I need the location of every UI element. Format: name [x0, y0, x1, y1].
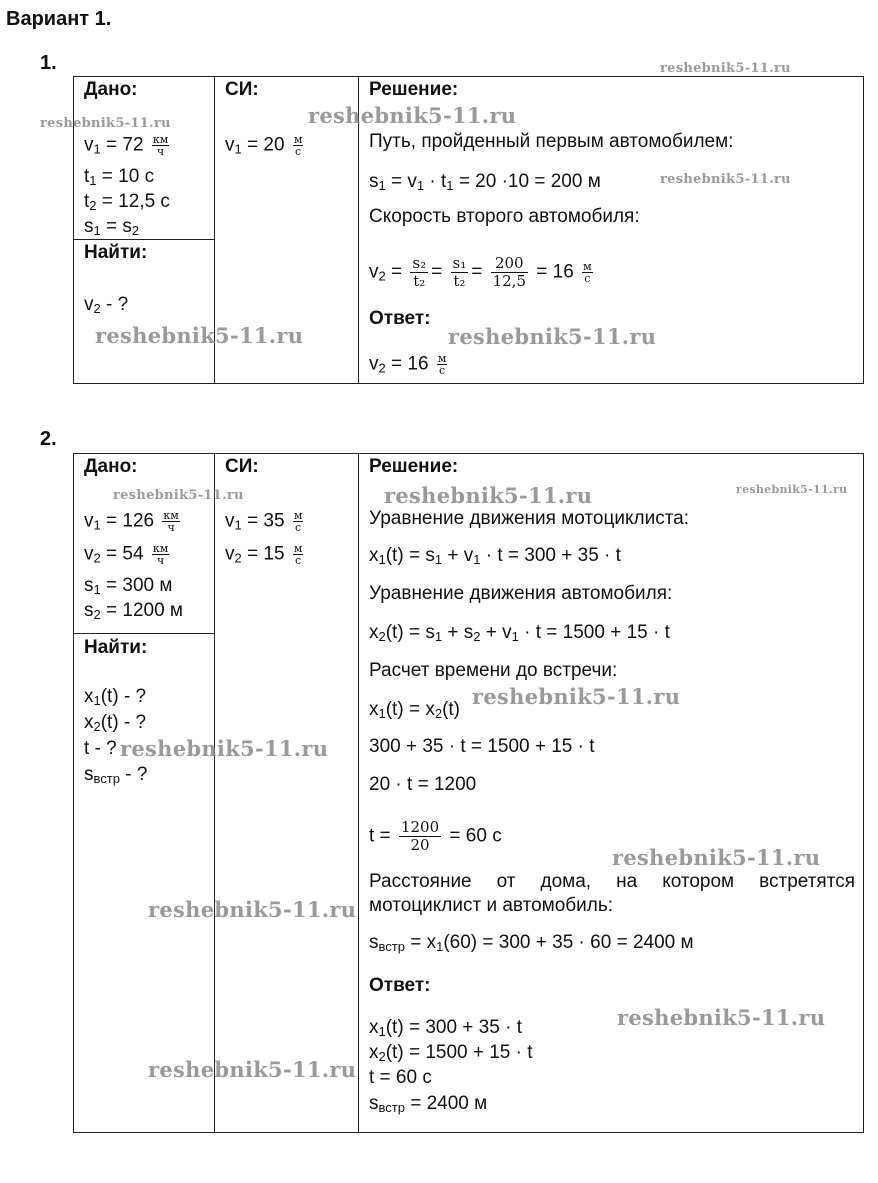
watermark: reshebnik5-11.ru: [612, 845, 821, 870]
given-s: $s_1 = s_2$: [84, 216, 140, 238]
dano-label: Дано:: [84, 79, 138, 100]
watermark: reshebnik5-11.ru: [148, 1057, 357, 1082]
watermark: reshebnik5-11.ru: [308, 103, 517, 128]
solution-eq-2: $v_2$ = $\frac{\text{s₂}}{\text{t₂}}$ = $\frac{\text{s₁}}{\text{t₂}}$ = $\frac{200}{12,5}$ = 16 $\frac{м}{с}$: [369, 254, 592, 290]
find-v2: $v_2$ - ?: [84, 294, 129, 316]
column-divider: [214, 454, 215, 1132]
solution-eq-4: 300 + 35 · t = 1500 + 15 · t: [369, 736, 595, 757]
si-v1: $v_1 = 20$ $\frac{м}{с}$: [225, 133, 303, 158]
given-v1: $v_1 = 72$ $\frac{км}{ч}$: [84, 133, 169, 158]
answer-x1: $x_1(t) = 300 + 35 \cdot t$: [369, 1017, 522, 1039]
solution-eq-1: $s_1 = v_1 \cdot t_1 = 20 \cdot 10 = 200$ м: [369, 171, 601, 193]
solution-eq-6: t = $\frac{1200}{20}$ = 60 с: [369, 818, 502, 854]
si-label: СИ:: [225, 79, 259, 100]
given-t2: $t_2 = 12,5$ с: [84, 191, 170, 213]
si-label: СИ:: [225, 456, 259, 477]
solution-eq-3: $x_1(t) = x_2(t)$: [369, 699, 460, 721]
find-s: $s_{встр}$ - ?: [84, 764, 148, 786]
watermark: reshebnik5-11.ru: [448, 324, 657, 349]
answer-t: t = 60 с: [369, 1067, 432, 1088]
watermark: reshebnik5-11.ru: [40, 116, 171, 131]
solution-text-4: Расстояние от дома, на котором встретятся мотоциклист и автомобиль:: [369, 871, 855, 916]
row-divider: [74, 633, 214, 634]
given-v1: $v_1 = 126$ $\frac{км}{ч}$: [84, 509, 179, 534]
solution-text-2: Уравнение движения автомобиля:: [369, 583, 673, 604]
find-x1: $x_1(t)$ - ?: [84, 686, 147, 708]
solution-text-1: Уравнение движения мотоциклиста:: [369, 508, 690, 529]
watermark: reshebnik5-11.ru: [148, 897, 357, 922]
watermark: reshebnik5-11.ru: [660, 61, 791, 76]
find-x2: $x_2(t)$ - ?: [84, 712, 147, 734]
problem-1-number: 1.: [40, 52, 57, 74]
given-t1: $t_1 = 10$ с: [84, 166, 155, 188]
answer-v2: $v_2 = 16$ $\frac{м}{с}$: [369, 352, 447, 377]
solution-text-3: Расчет времени до встречи:: [369, 660, 618, 681]
watermark: reshebnik5-11.ru: [120, 736, 329, 761]
problem-2-table: [73, 453, 864, 1133]
watermark: reshebnik5-11.ru: [617, 1005, 826, 1030]
answer-s: $s_{встр} = 2400$ м: [369, 1093, 488, 1115]
reshenie-label: Решение:: [369, 79, 459, 100]
given-s1: $s_1 = 300$ м: [84, 575, 173, 597]
otvet-label: Ответ:: [369, 308, 431, 329]
naiti-label: Найти:: [84, 242, 148, 263]
find-t: t - ?: [84, 738, 117, 759]
watermark: reshebnik5-11.ru: [660, 172, 791, 187]
solution-eq-7: $s_{встр} = x_1(60) = 300 + 35 \cdot 60 = 2400$ м: [369, 932, 694, 954]
watermark: reshebnik5-11.ru: [95, 323, 304, 348]
page-title: Вариант 1.: [6, 8, 112, 30]
dano-label: Дано:: [84, 456, 138, 477]
given-s2: $s_2 = 1200$ м: [84, 600, 183, 622]
watermark: reshebnik5-11.ru: [736, 483, 848, 496]
problem-2-number: 2.: [40, 428, 57, 450]
si-v2: $v_2 = 15$ $\frac{м}{с}$: [225, 542, 303, 567]
reshenie-label: Решение:: [369, 456, 459, 477]
watermark: reshebnik5-11.ru: [472, 684, 681, 709]
solution-eq-1: $x_1(t) = s_1 + v_1 \cdot t = 300 + 35 \cdot t$: [369, 545, 621, 567]
solution-eq-5: 20 · t = 1200: [369, 774, 477, 795]
solution-text-2: Скорость второго автомобиля:: [369, 206, 640, 227]
watermark: reshebnik5-11.ru: [384, 483, 593, 508]
answer-x2: $x_2(t) = 1500 + 15 \cdot t$: [369, 1042, 533, 1064]
si-v1: $v_1 = 35$ $\frac{м}{с}$: [225, 509, 303, 534]
column-divider: [358, 454, 359, 1132]
solution-text-1: Путь, пройденный первым автомобилем:: [369, 131, 734, 152]
given-v2: $v_2 = 54$ $\frac{км}{ч}$: [84, 542, 169, 567]
watermark: reshebnik5-11.ru: [113, 488, 244, 503]
solution-eq-2: $x_2(t) = s_1 + s_2 + v_1 \cdot t = 1500 + 15 \cdot t$: [369, 622, 670, 644]
otvet-label: Ответ:: [369, 975, 431, 996]
naiti-label: Найти:: [84, 637, 148, 658]
